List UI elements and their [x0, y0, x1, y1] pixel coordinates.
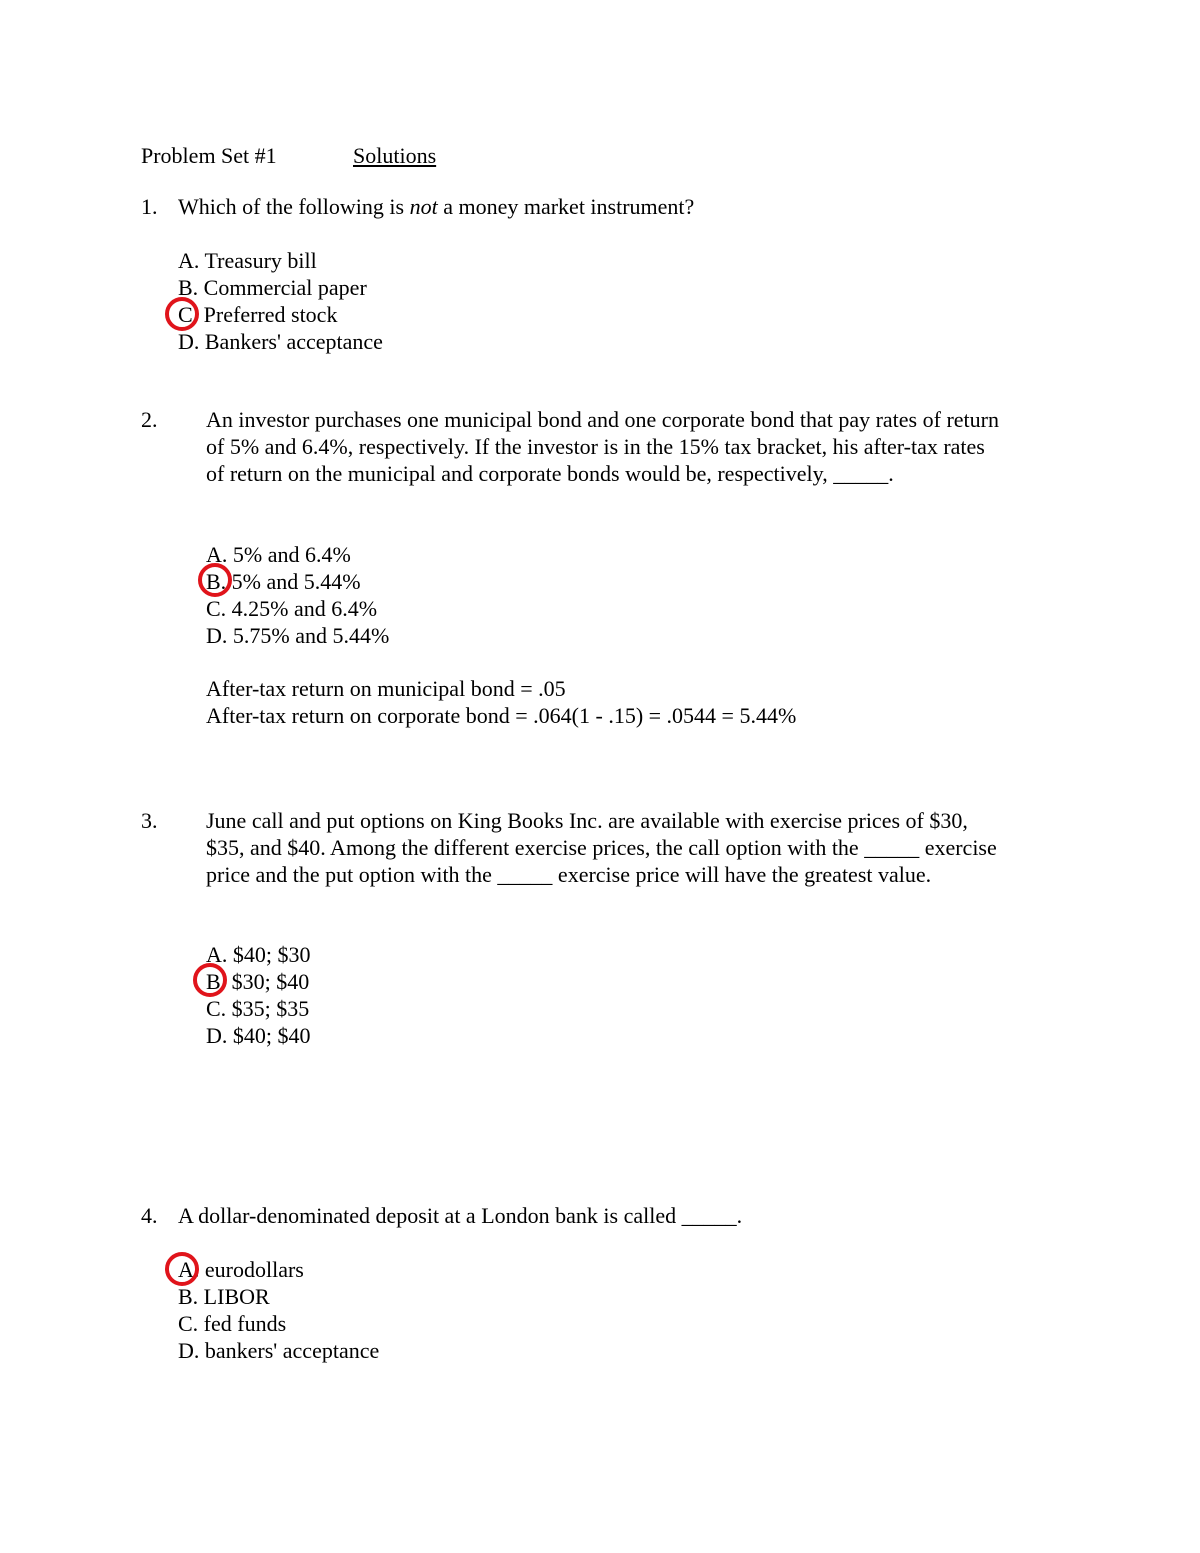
q4-number: 4. — [141, 1203, 158, 1228]
q1-answer-circle — [165, 297, 199, 331]
q2-number: 2. — [141, 407, 158, 432]
q3-text-line-1: June call and put options on King Books Inc. are available with exercise prices of $30, — [206, 808, 968, 833]
q4-option-a: A. eurodollars — [178, 1257, 304, 1282]
q2-text-line-2: of 5% and 6.4%, respectively. If the investor is in the 15% tax bracket, his after-tax rates — [206, 434, 985, 459]
page-title: Problem Set #1 — [141, 143, 277, 168]
q4-option-d: D. bankers' acceptance — [178, 1338, 380, 1363]
q3-text-line-3: price and the put option with the _____ exercise price will have the greatest value. — [206, 862, 932, 887]
q1-text: Which of the following is not a money market instrument? — [178, 194, 695, 219]
q4-option-b: B. LIBOR — [178, 1284, 270, 1309]
q2-answer-circle — [198, 563, 232, 597]
q2-text-line-3: of return on the municipal and corporate bonds would be, respectively, _____. — [206, 461, 894, 486]
q2-explanation-line-1: After-tax return on municipal bond = .05 — [206, 676, 566, 701]
q4-option-c: C. fed funds — [178, 1311, 287, 1336]
q3-option-d: D. $40; $40 — [206, 1023, 311, 1048]
q2-explanation-line-2: After-tax return on corporate bond = .064(1 - .15) = .0544 = 5.44% — [206, 703, 797, 728]
q1-option-a: A. Treasury bill — [178, 248, 317, 273]
q3-option-c: C. $35; $35 — [206, 996, 310, 1021]
q3-text-line-2: $35, and $40. Among the different exercise prices, the call option with the _____ exercise — [206, 835, 997, 860]
q2-option-a: A. 5% and 6.4% — [206, 542, 351, 567]
q1-option-d: D. Bankers' acceptance — [178, 329, 383, 354]
q3-answer-circle — [193, 963, 227, 997]
q4-answer-circle — [165, 1252, 199, 1286]
q2-option-b: B. 5% and 5.44% — [206, 569, 361, 594]
page-subtitle: Solutions — [353, 143, 437, 168]
q1-option-c: C. Preferred stock — [178, 302, 338, 327]
q2-option-c: C. 4.25% and 6.4% — [206, 596, 378, 621]
q4-text: A dollar-denominated deposit at a London bank is called _____. — [178, 1203, 743, 1228]
q3-option-a: A. $40; $30 — [206, 942, 311, 967]
q3-option-b: B. $30; $40 — [206, 969, 310, 994]
q2-option-d: D. 5.75% and 5.44% — [206, 623, 390, 648]
q1-option-b: B. Commercial paper — [178, 275, 367, 300]
q2-text-line-1: An investor purchases one municipal bond and one corporate bond that pay rates of return — [206, 407, 999, 432]
q3-number: 3. — [141, 808, 158, 833]
q1-number: 1. — [141, 194, 158, 219]
